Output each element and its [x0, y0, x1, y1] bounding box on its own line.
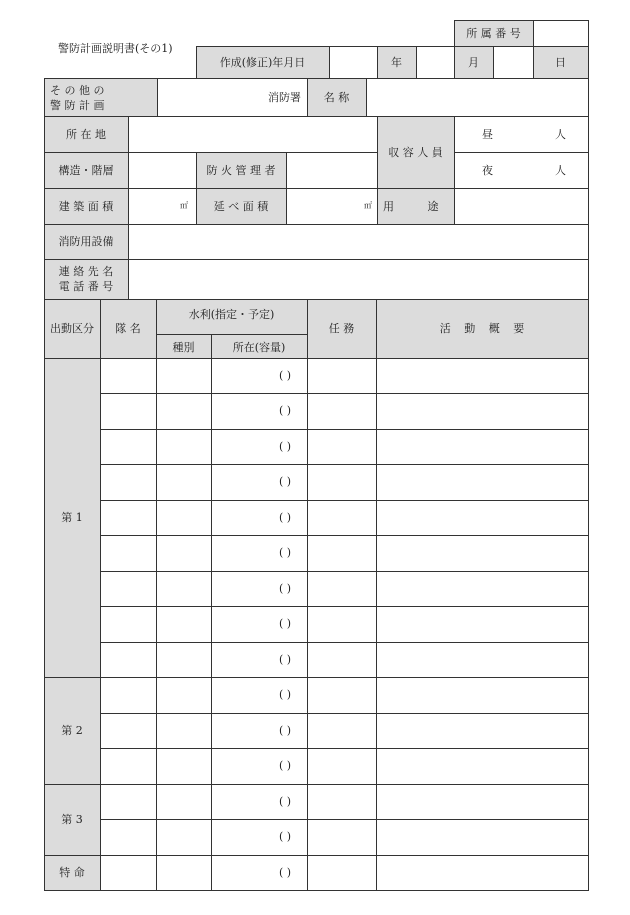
grid-line [100, 464, 588, 465]
day-person-unit: 人 [555, 128, 566, 141]
capacity-parens: ( ) [279, 404, 292, 417]
grid-line [44, 784, 588, 785]
grid-line [44, 224, 588, 225]
affiliation-number-label: 所 属 番 号 [466, 27, 521, 40]
grid-line [376, 299, 377, 890]
grid-line [100, 642, 588, 643]
grid-line [493, 46, 494, 78]
capacity-parens: ( ) [279, 830, 292, 843]
grid-line [100, 299, 101, 890]
grid-line [44, 78, 45, 890]
fire-manager-label: 防 火 管 理 者 [206, 164, 276, 177]
grid-line [44, 890, 589, 891]
location-capacity-header: 所在(容量) [232, 341, 286, 354]
grid-line [100, 748, 588, 749]
night-person-unit: 人 [555, 164, 566, 177]
grid-line [44, 259, 588, 260]
dispatch-group-label: 第 3 [61, 813, 83, 826]
day-count-label: 昼 [482, 128, 493, 141]
total-floor-area-unit: ㎡ [364, 201, 372, 210]
capacity-parens: ( ) [279, 795, 292, 808]
grid-line [44, 188, 588, 189]
capacity-parens: ( ) [279, 511, 292, 524]
grid-line [454, 152, 588, 153]
dispatch-group-label: 第 2 [61, 724, 83, 737]
grid-line [454, 116, 455, 224]
grid-line [454, 20, 588, 21]
grid-line [416, 46, 417, 78]
grid-line [366, 78, 367, 116]
grid-line [44, 116, 588, 117]
grid-line [156, 299, 157, 890]
phone-label: 電 話 番 号 [58, 280, 114, 293]
grid-line [307, 299, 308, 890]
dispatch-group-label: 特 命 [59, 866, 85, 879]
grid-line [128, 116, 129, 299]
grid-line [100, 429, 588, 430]
grid-line [329, 46, 330, 78]
grid-line [211, 334, 212, 890]
night-count-label: 夜 [482, 164, 493, 177]
document-title: 警防計画説明書(その1) [58, 42, 173, 55]
capacity-parens: ( ) [279, 546, 292, 559]
grid-line [44, 299, 588, 300]
structure-floors-label: 構造・階層 [58, 164, 114, 177]
capacity-parens: ( ) [279, 617, 292, 630]
grid-line [44, 152, 377, 153]
grid-line [100, 393, 588, 394]
grid-line [100, 819, 588, 820]
dispatch-group-label: 第 1 [61, 511, 83, 524]
capacity-parens: ( ) [279, 440, 292, 453]
created-date-label: 作成(修正)年月日 [219, 56, 306, 69]
grid-line [533, 20, 534, 78]
capacity-parens: ( ) [279, 688, 292, 701]
grid-line [44, 358, 588, 359]
month-label: 月 [468, 56, 479, 69]
usage-label: 用 途 [383, 200, 439, 213]
fire-station-label: 消防署 [268, 91, 301, 104]
other-plan-label: そ の 他 の [50, 84, 105, 97]
fire-equipment-label: 消防用設備 [58, 235, 114, 248]
unit-name-header: 隊 名 [115, 322, 141, 335]
year-label: 年 [391, 56, 402, 69]
name-label: 名 称 [323, 91, 350, 104]
contact-label: 連 絡 先 名 [58, 265, 114, 278]
type-header: 種別 [172, 341, 195, 354]
grid-line [100, 571, 588, 572]
day-label: 日 [555, 56, 566, 69]
capacity-parens: ( ) [279, 653, 292, 666]
grid-line [44, 677, 588, 678]
capacity-label: 収 容 人 員 [388, 146, 443, 159]
capacity-parens: ( ) [279, 759, 292, 772]
building-area-unit: ㎡ [180, 201, 188, 210]
grid-line [286, 152, 287, 224]
grid-line [100, 606, 588, 607]
grid-line [588, 20, 589, 890]
grid-line [196, 46, 588, 47]
grid-line [44, 855, 588, 856]
capacity-parens: ( ) [279, 475, 292, 488]
capacity-parens: ( ) [279, 724, 292, 737]
dispatch-division-column-cell [44, 358, 100, 890]
grid-line [157, 78, 158, 116]
grid-line [156, 334, 307, 335]
other-plan-label-line2: 警 防 計 画 [50, 99, 105, 112]
total-floor-area-label: 延 べ 面 積 [213, 200, 269, 213]
grid-line [100, 713, 588, 714]
water-source-header: 水利(指定・予定) [188, 308, 275, 321]
location-label: 所 在 地 [66, 128, 106, 141]
building-area-label: 建 築 面 積 [58, 200, 114, 213]
duty-header: 任 務 [328, 322, 355, 335]
grid-line [377, 116, 378, 224]
grid-line [196, 152, 197, 224]
grid-line [100, 535, 588, 536]
grid-line [44, 78, 588, 79]
dispatch-division-header: 出動区分 [50, 322, 94, 335]
capacity-parens: ( ) [279, 582, 292, 595]
capacity-parens: ( ) [279, 369, 292, 382]
capacity-parens: ( ) [279, 866, 292, 879]
grid-line [100, 500, 588, 501]
activity-summary-header: 活 動 概 要 [439, 322, 525, 335]
